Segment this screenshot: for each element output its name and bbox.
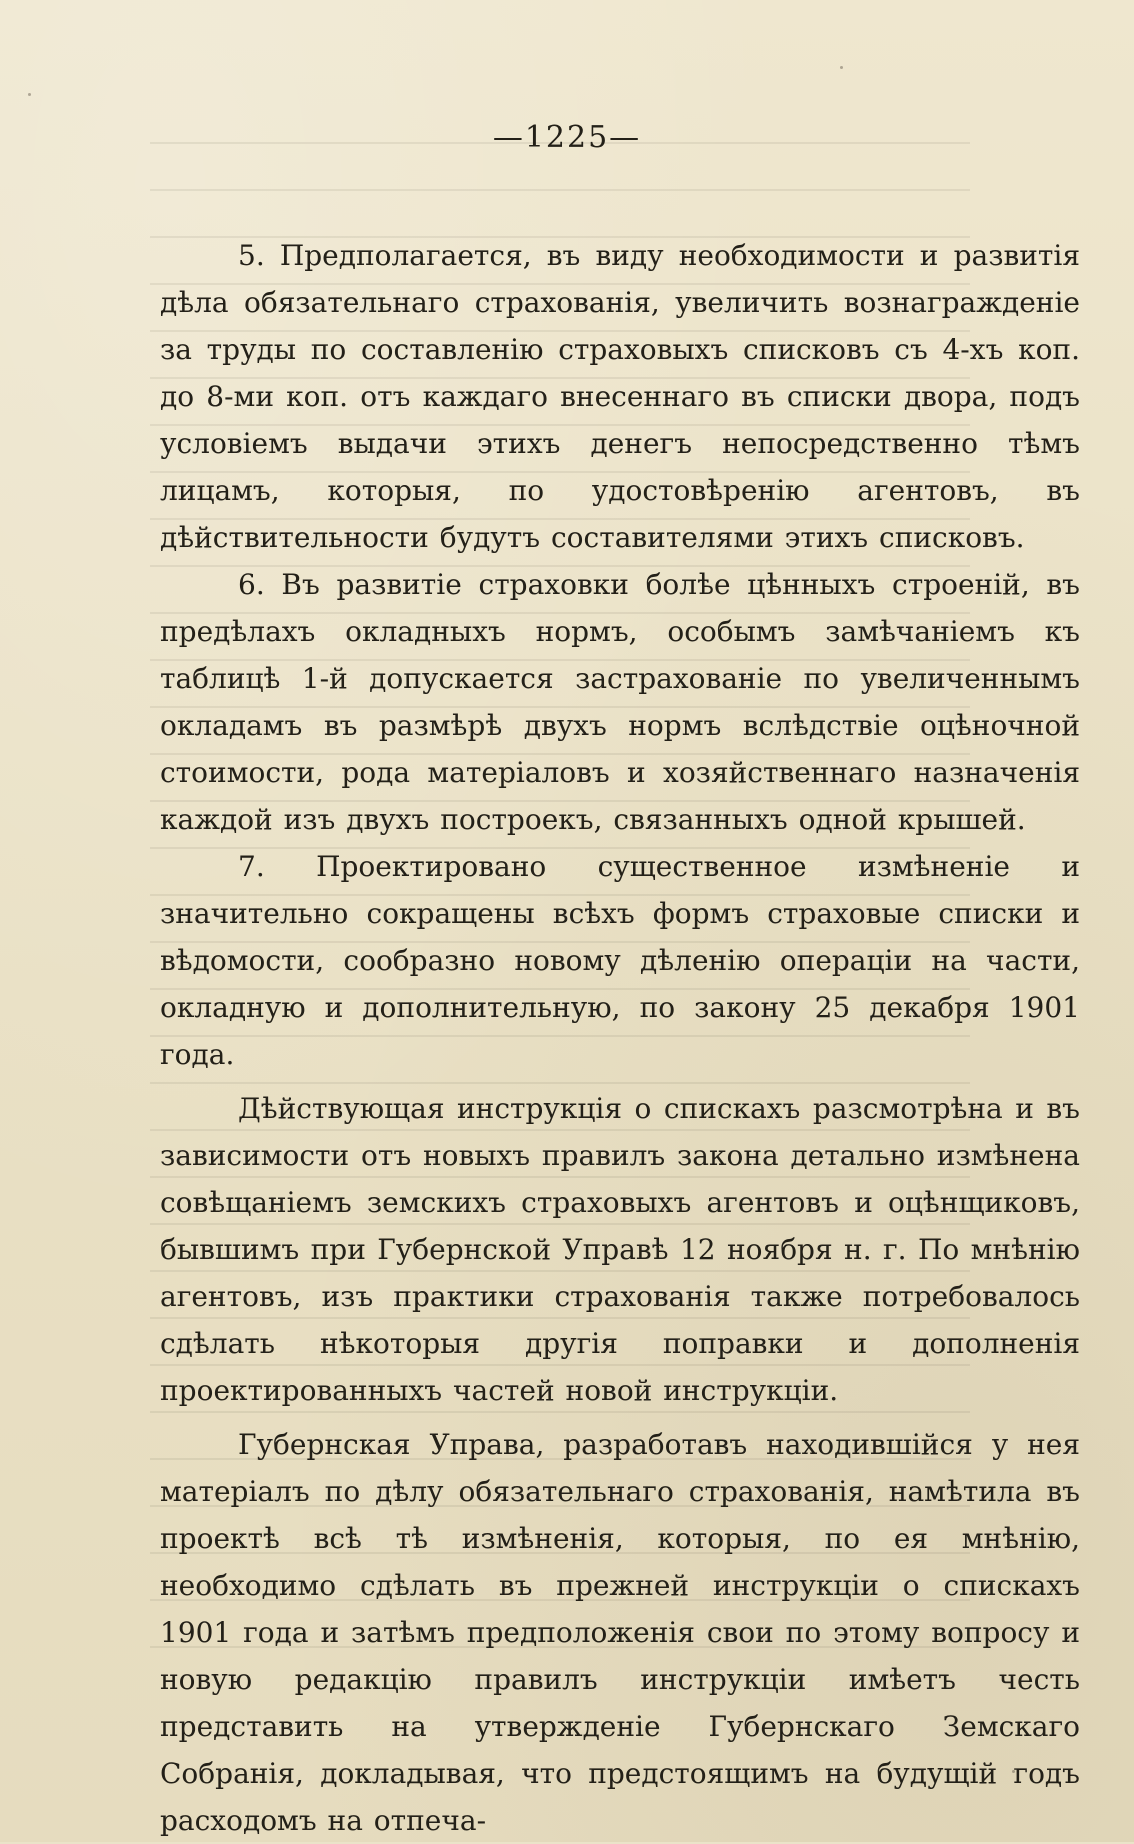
paragraph-item-5: 5. Предполагается, въ виду необходимости и развитія дѣла обязательнаго страхованія, увеличить вознагражденіе за труды по составленію страховыхъ списковъ съ 4-хъ коп. до 8-ми коп. отъ каждаго внесеннаго въ списки двора, подъ условіемъ выдачи этихъ денегъ непосредственно тѣмъ лицамъ, которыя, по удостовѣренію агентовъ, въ дѣйствительности будутъ составителями этихъ списковъ. (160, 239, 1080, 554)
paragraph-provincial-board: Губернская Управа, разработавъ находившійся у нея матеріалъ по дѣлу обязательнаго страхованія, намѣтила въ проектѣ всѣ тѣ измѣненія, которыя, по ея мнѣнію, необходимо сдѣлать въ прежней инструкціи о спискахъ 1901 года и затѣмъ предположенія свои по этому вопросу и новую редакцію правилъ инструкціи имѣетъ честь представить на утвержденіе Губернскаго Земскаго Собранія, докладывая, что предстоящимъ на будущій годъ расходомъ на отпеча- (160, 1428, 1080, 1837)
page-number: —1225— (492, 120, 642, 155)
paragraph-item-7: 7. Проектировано существенное измѣненіе и значительно сокращены всѣхъ формъ страховые списки и вѣдомости, сообразно новому дѣленію операціи на части, окладную и дополнительную, по закону 25 декабря 1901 года. (160, 850, 1080, 1071)
paragraph-item-6: 6. Въ развитіе страховки болѣе цѣнныхъ строеній, въ предѣлахъ окладныхъ нормъ, особымъ замѣчаніемъ къ таблицѣ 1-й допускается застрахованіе по увеличеннымъ окладамъ въ размѣрѣ двухъ нормъ вслѣдствіе оцѣночной стоимости, рода матеріаловъ и хозяйственнаго назначенія каждой изъ двухъ построекъ, связанныхъ одной крышей. (160, 568, 1080, 836)
paper-speck (28, 93, 31, 96)
paragraph-instruction-review: Дѣйствующая инструкція о спискахъ разсмотрѣна и въ зависимости отъ новыхъ правилъ закона детально измѣнена совѣщаніемъ земскихъ страховыхъ агентовъ и оцѣнщиковъ, бывшимъ при Губернской Управѣ 12 ноября н. г. По мнѣнію агентовъ, изъ практики страхованія также потребовалось сдѣлать нѣкоторыя другія поправки и дополненія проектированныхъ частей новой инструкціи. (160, 1092, 1080, 1407)
paper-speck (840, 66, 843, 69)
document-body (160, 232, 1080, 1844)
